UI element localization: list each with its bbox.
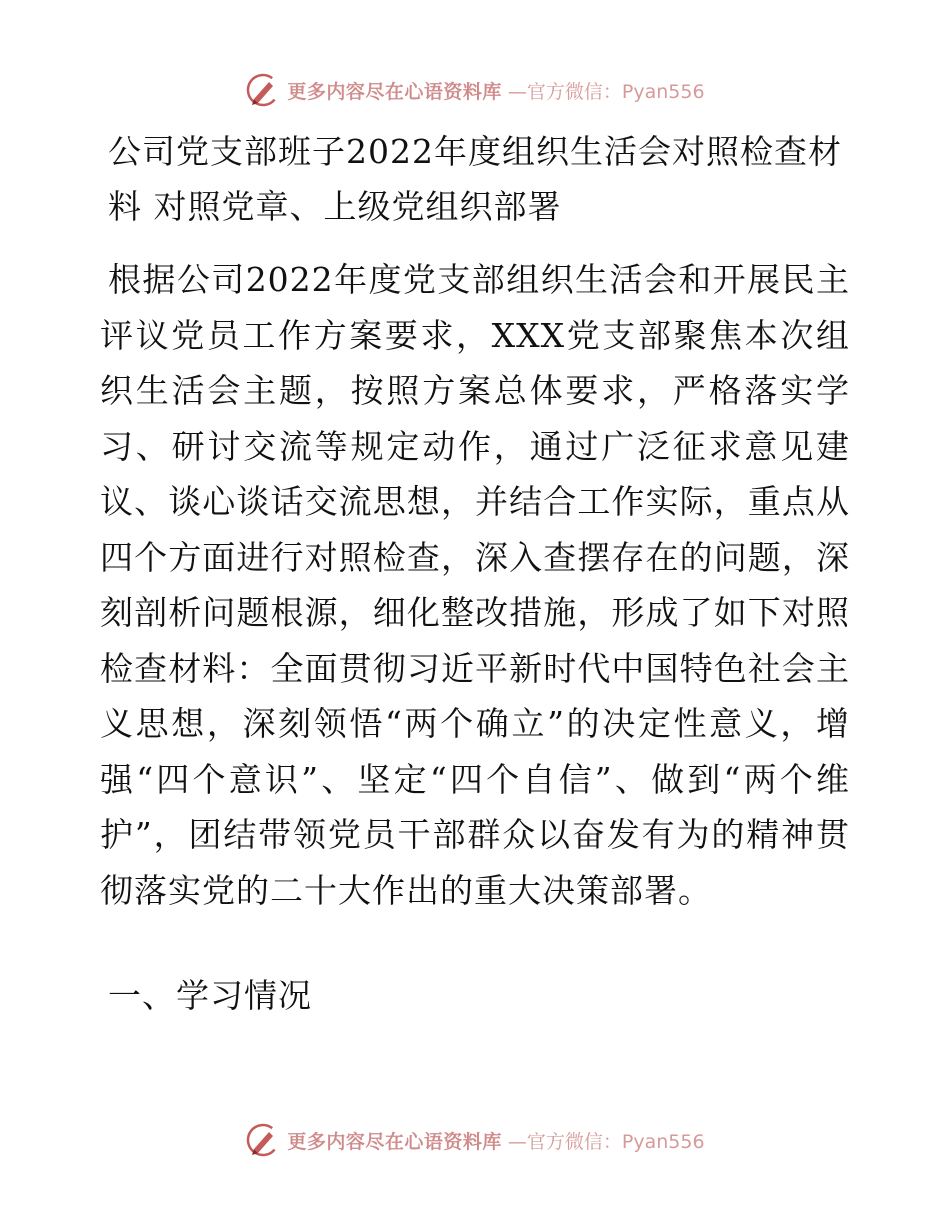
watermark-footer bbox=[0, 1120, 950, 1160]
watermark-text: 更多内容尽在心语资料库 bbox=[287, 1130, 502, 1153]
watermark-contact: —官方微信：Pyan556 bbox=[507, 80, 705, 103]
watermark-header bbox=[0, 70, 950, 110]
document-body-paragraph: 根据公司2022年度党支部组织生活会和开展民主评议党员工作方案要求，XXX党支部聚焦本次组织生活会主题，按照方案总体要求，严格落实学习、研讨交流等规定动作，通过广泛征求意见建议、谈心谈话交流思想，并结合工作实际，重点从四个方面进行对照检查，深入查摆存在的问题，深刻剖析问题根源，细化整改措施，形成了如下对照检查材料：全面贯彻习近平新时代中国特色社会主义思想，深刻领悟“两个确立”的决定性意义，增强“四个意识”、坚定“四个自信”、做到“两个维护”，团结带领党员干部群众以奋发有为的精神贯彻落实党的二十大作出的重大决策部署。 bbox=[100, 260, 850, 910]
section-heading: 一、学习情况 bbox=[108, 976, 312, 1015]
document-title: 公司党支部班子2022年度组织生活会对照检查材料 对照党章、上级党组织部署 bbox=[108, 132, 842, 226]
pen-logo-icon bbox=[245, 1122, 281, 1158]
watermark-contact: —官方微信：Pyan556 bbox=[507, 1130, 705, 1153]
watermark-text: 更多内容尽在心语资料库 bbox=[287, 80, 502, 103]
pen-logo-icon bbox=[245, 72, 281, 108]
